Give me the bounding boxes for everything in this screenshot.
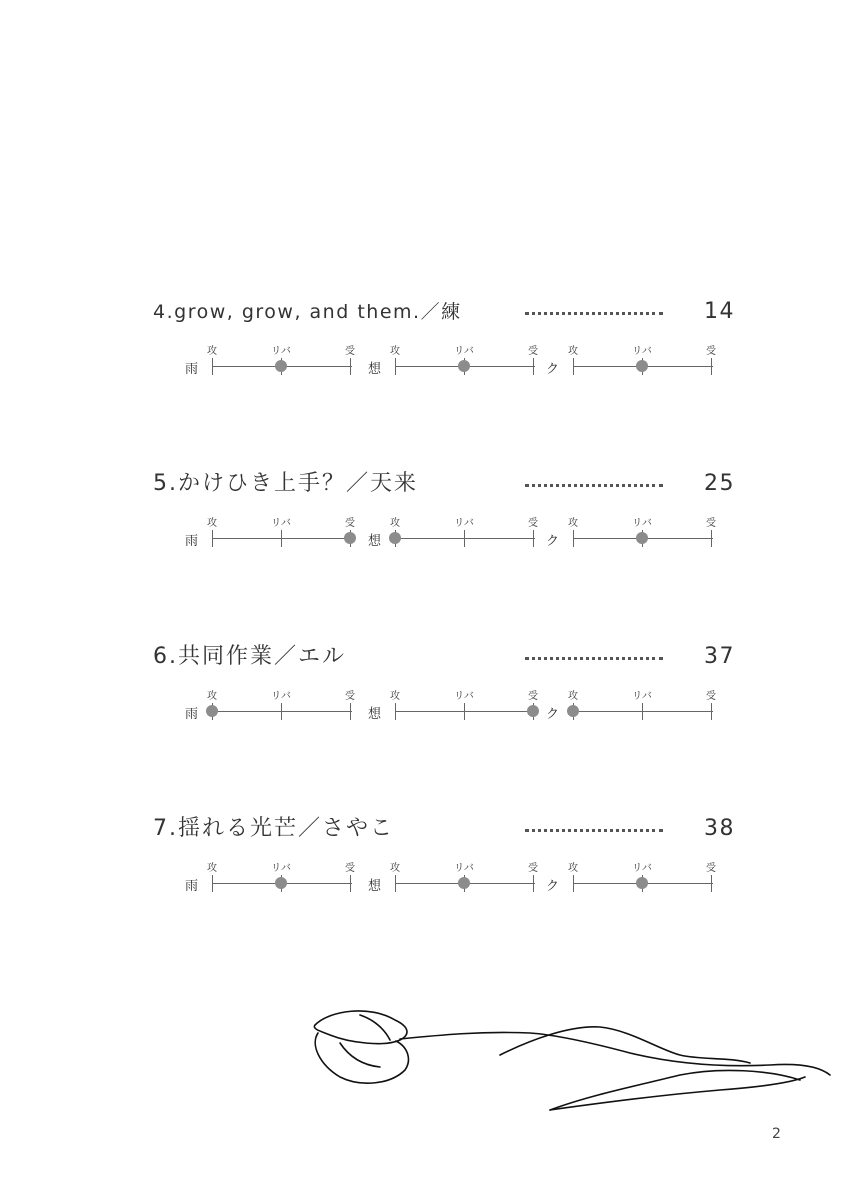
scale-label-right: 受: [528, 518, 538, 529]
separator: ／: [274, 644, 299, 669]
dot-leader: [525, 312, 663, 315]
scale-tick: [395, 703, 396, 720]
rating-dot: [636, 532, 648, 544]
scale-label-left: 攻: [390, 346, 400, 357]
role-scale: [185, 342, 360, 382]
scale-label-left: 攻: [207, 691, 217, 702]
scale-label-middle: リバ: [632, 518, 652, 529]
scale-label-right: 受: [345, 863, 355, 874]
role-scale: [185, 859, 360, 899]
rating-dot: [636, 360, 648, 372]
scale-label-left: 攻: [568, 691, 578, 702]
entry-page-number: 38: [704, 816, 735, 841]
toc-entry[interactable]: [0, 815, 845, 925]
scale-label-middle: リバ: [454, 518, 474, 529]
scale-line: [395, 711, 535, 712]
scale-tick: [464, 703, 465, 720]
rating-dot: [389, 532, 401, 544]
scale-tick: [212, 875, 213, 892]
entry-page-number: 25: [704, 471, 735, 496]
scale-tick: [711, 530, 712, 547]
rating-dot: [275, 877, 287, 889]
dot-leader: [525, 484, 663, 487]
role-scale: [546, 859, 721, 899]
character-name: 想: [368, 707, 382, 722]
scale-label-left: 攻: [568, 346, 578, 357]
rating-dot: [344, 532, 356, 544]
scale-label-right: 受: [345, 518, 355, 529]
scale-label-middle: リバ: [271, 863, 291, 874]
toc-entry[interactable]: [0, 643, 845, 753]
scale-label-right: 受: [706, 518, 716, 529]
entry-number: 5.: [153, 471, 178, 496]
scale-label-right: 受: [528, 863, 538, 874]
scale-label-right: 受: [706, 863, 716, 874]
rating-dot: [206, 705, 218, 717]
entry-title: [153, 815, 394, 843]
page-folio: 2: [772, 1126, 781, 1142]
scale-label-right: 受: [528, 691, 538, 702]
separator: ／: [346, 471, 371, 496]
scale-label-right: 受: [706, 691, 716, 702]
character-name: ク: [546, 879, 560, 894]
rating-dot: [636, 877, 648, 889]
entry-title: [153, 470, 418, 498]
role-scale: [546, 514, 721, 554]
scale-label-middle: リバ: [454, 691, 474, 702]
scale-tick: [350, 358, 351, 375]
entry-title: [153, 298, 462, 326]
scale-tick: [464, 530, 465, 547]
role-scale: [368, 514, 543, 554]
rating-dot: [275, 360, 287, 372]
entry-page-number: 37: [704, 644, 735, 669]
scale-tick: [533, 358, 534, 375]
dot-leader: [525, 829, 663, 832]
scale-label-left: 攻: [568, 863, 578, 874]
separator: ／: [298, 816, 323, 841]
rating-dot: [527, 705, 539, 717]
scale-label-right: 受: [345, 346, 355, 357]
scale-tick: [212, 530, 213, 547]
role-scale: [546, 687, 721, 727]
entry-author: 天来: [370, 471, 419, 496]
character-name: 雨: [185, 707, 199, 722]
scale-line: [395, 538, 535, 539]
toc-entry[interactable]: [0, 298, 845, 408]
character-name: 雨: [185, 362, 199, 377]
scale-tick: [573, 358, 574, 375]
tulip-illustration: [300, 995, 835, 1125]
role-scale: [185, 514, 360, 554]
scale-tick: [642, 703, 643, 720]
scale-label-middle: リバ: [632, 863, 652, 874]
scale-tick: [533, 530, 534, 547]
scale-label-middle: リバ: [454, 863, 474, 874]
scale-label-middle: リバ: [271, 518, 291, 529]
scale-label-right: 受: [528, 346, 538, 357]
scale-label-left: 攻: [568, 518, 578, 529]
character-name: 想: [368, 879, 382, 894]
scale-label-left: 攻: [390, 518, 400, 529]
scale-tick: [573, 875, 574, 892]
character-name: 想: [368, 362, 382, 377]
scale-label-middle: リバ: [454, 346, 474, 357]
dot-leader: [525, 657, 663, 660]
character-name: 雨: [185, 534, 199, 549]
separator: ／: [420, 301, 442, 323]
scale-tick: [281, 703, 282, 720]
entry-title: [153, 643, 346, 671]
role-scale: [368, 859, 543, 899]
rating-dot: [567, 705, 579, 717]
character-name: ク: [546, 707, 560, 722]
scale-tick: [281, 530, 282, 547]
rating-dot: [458, 877, 470, 889]
character-name: 雨: [185, 879, 199, 894]
entry-number: 7.: [153, 816, 178, 841]
scale-label-left: 攻: [207, 863, 217, 874]
role-scale: [368, 687, 543, 727]
scale-label-left: 攻: [207, 518, 217, 529]
scale-line: [212, 711, 352, 712]
character-name: 想: [368, 534, 382, 549]
entry-title-text: grow, grow, and them.: [174, 301, 421, 323]
entry-number: 6.: [153, 644, 178, 669]
scale-tick: [350, 875, 351, 892]
scale-line: [212, 538, 352, 539]
scale-tick: [350, 703, 351, 720]
scale-label-right: 受: [706, 346, 716, 357]
scale-label-left: 攻: [390, 863, 400, 874]
entry-number: 4.: [153, 301, 175, 323]
entry-title-text: 共同作業: [178, 644, 275, 669]
scale-tick: [395, 358, 396, 375]
character-name: ク: [546, 534, 560, 549]
scale-label-middle: リバ: [632, 346, 652, 357]
scale-label-right: 受: [345, 691, 355, 702]
scale-line: [573, 711, 713, 712]
entry-author: 練: [441, 301, 462, 323]
scale-label-middle: リバ: [271, 691, 291, 702]
role-scale: [546, 342, 721, 382]
rating-dot: [458, 360, 470, 372]
scale-label-middle: リバ: [632, 691, 652, 702]
scale-label-left: 攻: [390, 691, 400, 702]
scale-tick: [533, 875, 534, 892]
scale-tick: [212, 358, 213, 375]
entry-author: さやこ: [322, 816, 395, 841]
scale-label-middle: リバ: [271, 346, 291, 357]
entry-author: エル: [298, 644, 347, 669]
role-scale: [368, 342, 543, 382]
character-name: ク: [546, 362, 560, 377]
entry-title-text: かけひき上手？: [178, 471, 347, 496]
scale-tick: [395, 875, 396, 892]
toc-entry[interactable]: [0, 470, 845, 580]
scale-tick: [711, 875, 712, 892]
role-scale: [185, 687, 360, 727]
scale-label-left: 攻: [207, 346, 217, 357]
scale-tick: [573, 530, 574, 547]
scale-tick: [711, 703, 712, 720]
scale-tick: [711, 358, 712, 375]
entry-title-text: 揺れる光芒: [178, 816, 299, 841]
entry-page-number: 14: [704, 299, 735, 324]
